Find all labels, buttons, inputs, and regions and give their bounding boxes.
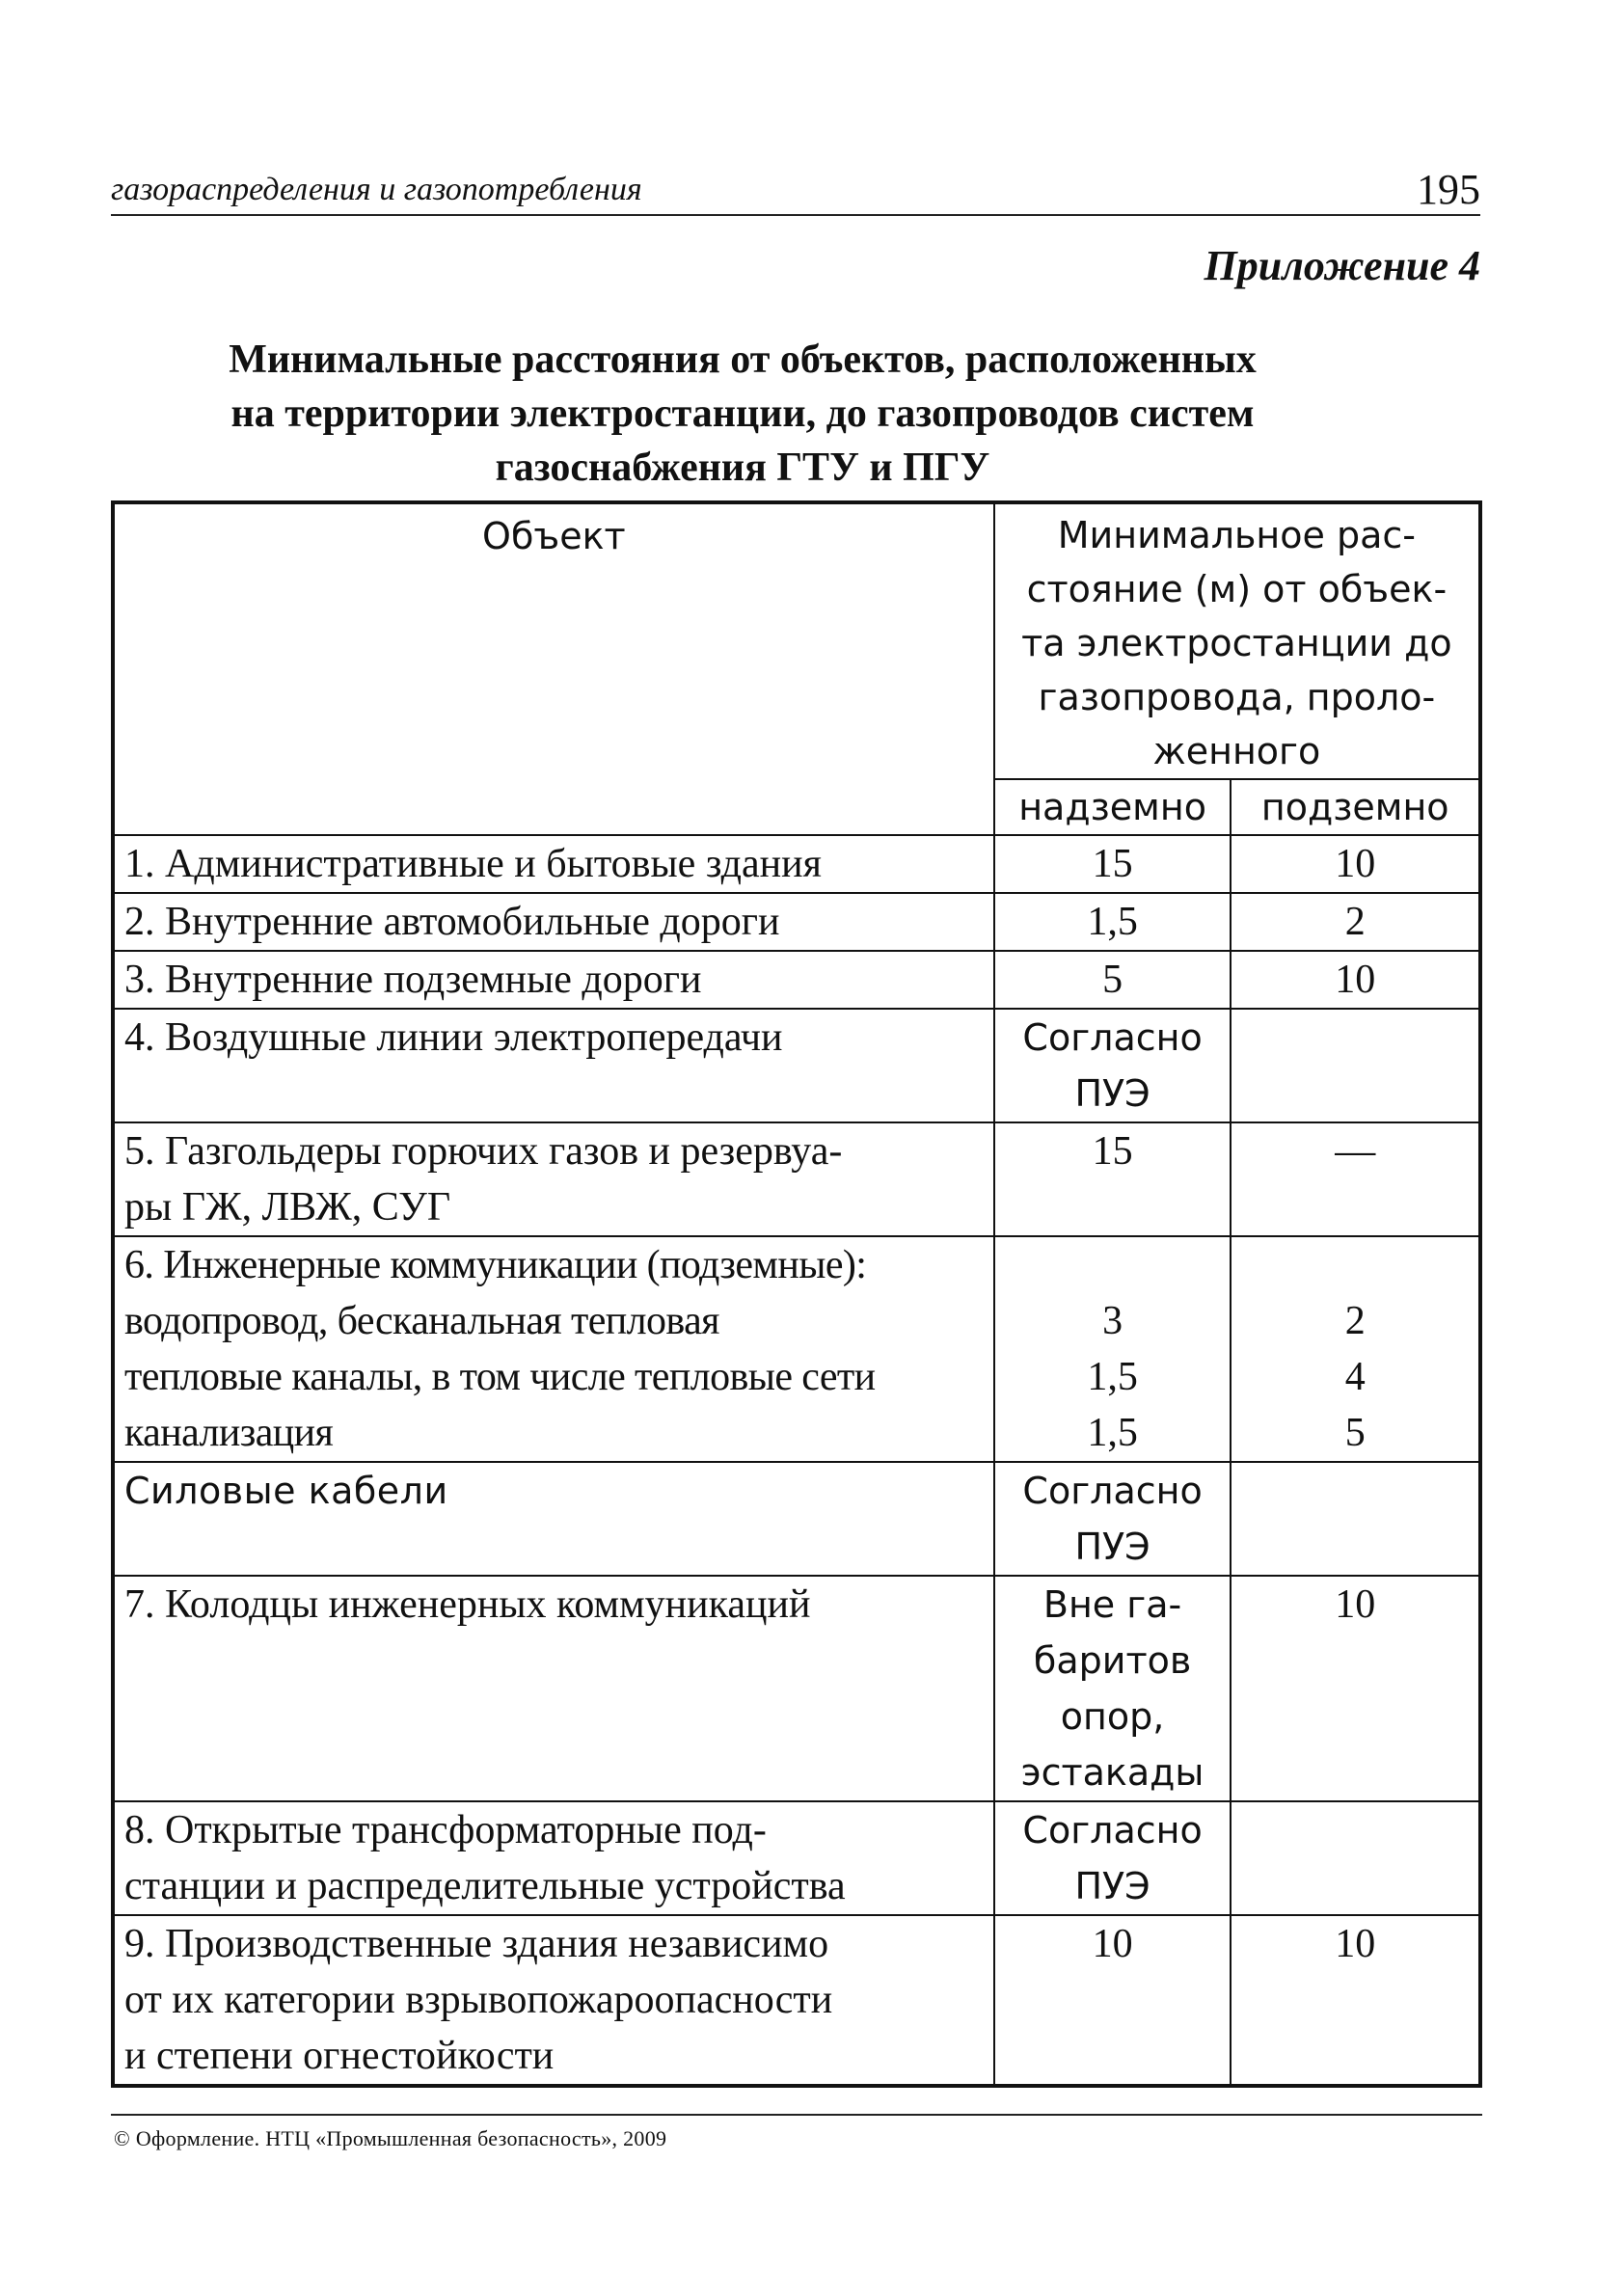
table-row [113, 893, 1480, 951]
header-object: Объект [113, 502, 994, 835]
table-title [174, 333, 1312, 495]
running-title: газораспределения и газопотребления [111, 172, 642, 207]
object-cell: Силовые кабели [113, 1462, 994, 1576]
table-row [113, 1462, 1480, 1576]
table-row [113, 1009, 1480, 1122]
table-row [113, 1236, 1480, 1462]
under-cell: 10 [1231, 1576, 1480, 1801]
table-row [113, 951, 1480, 1009]
object-cell: 2. Внутренние автомобильные дороги [113, 893, 994, 951]
copyright-footer: © Оформление. НТЦ «Промышленная безопасность», 2009 [114, 2126, 667, 2150]
header-distance: Минимальное рас- стояние (м) от объек- та электростанции до газопровода, проло- женного [994, 502, 1480, 779]
above-cell: Вне га- баритов опор, эстакады [994, 1576, 1232, 1801]
running-header [111, 164, 1480, 216]
above-cell: Согласно ПУЭ [994, 1009, 1232, 1122]
above-cell: 3 1,5 1,5 [994, 1236, 1232, 1462]
object-cell: 1. Административные и бытовые здания [113, 835, 994, 893]
under-cell [1231, 1801, 1480, 1915]
under-cell [1231, 1462, 1480, 1576]
object-cell: 8. Открытые трансформаторные под- станции и распределительные устройства [113, 1801, 994, 1915]
page-number: 195 [1417, 166, 1480, 213]
header-above-ground: надземно [994, 779, 1232, 835]
above-cell: 10 [994, 1915, 1232, 2086]
footer-divider [111, 2114, 1482, 2116]
table-row [113, 1801, 1480, 1915]
object-cell: 6. Инженерные коммуникации (подземные): водопровод, бесканальная тепловая тепловые каналы, в том числе тепловые сети канализация [113, 1236, 994, 1462]
appendix-label: Приложение 4 [1204, 242, 1480, 289]
table-header-row [113, 502, 1480, 779]
above-cell: Согласно ПУЭ [994, 1462, 1232, 1576]
object-cell: 5. Газгольдеры горючих газов и резервуа- ры ГЖ, ЛВЖ, СУГ [113, 1122, 994, 1236]
above-cell: Согласно ПУЭ [994, 1801, 1232, 1915]
under-cell: 10 [1231, 1915, 1480, 2086]
under-cell: 10 [1231, 951, 1480, 1009]
object-cell: 7. Колодцы инженерных коммуникаций [113, 1576, 994, 1801]
table-row [113, 1915, 1480, 2086]
under-cell: 10 [1231, 835, 1480, 893]
above-cell: 5 [994, 951, 1232, 1009]
table-row [113, 1576, 1480, 1801]
under-cell [1231, 1009, 1480, 1122]
table-title-line: на территории электростанции, до газопроводов систем [230, 392, 1255, 436]
object-cell: 9. Производственные здания независимо от их категории взрывопожароопасности и степени огнестойкости [113, 1915, 994, 2086]
above-cell: 15 [994, 1122, 1232, 1236]
above-cell: 15 [994, 835, 1232, 893]
object-cell: 4. Воздушные линии электропередачи [113, 1009, 994, 1122]
table-title-line: Минимальные расстояния от объектов, расположенных [229, 338, 1257, 382]
under-cell: 2 4 5 [1231, 1236, 1480, 1462]
table-title-line: газоснабжения ГТУ и ПГУ [495, 446, 990, 490]
under-cell: 2 [1231, 893, 1480, 951]
header-underground: подземно [1231, 779, 1480, 835]
table-row [113, 1122, 1480, 1236]
above-cell: 1,5 [994, 893, 1232, 951]
table-row [113, 835, 1480, 893]
object-cell: 3. Внутренние подземные дороги [113, 951, 994, 1009]
under-cell: — [1231, 1122, 1480, 1236]
distances-table [111, 500, 1482, 2088]
